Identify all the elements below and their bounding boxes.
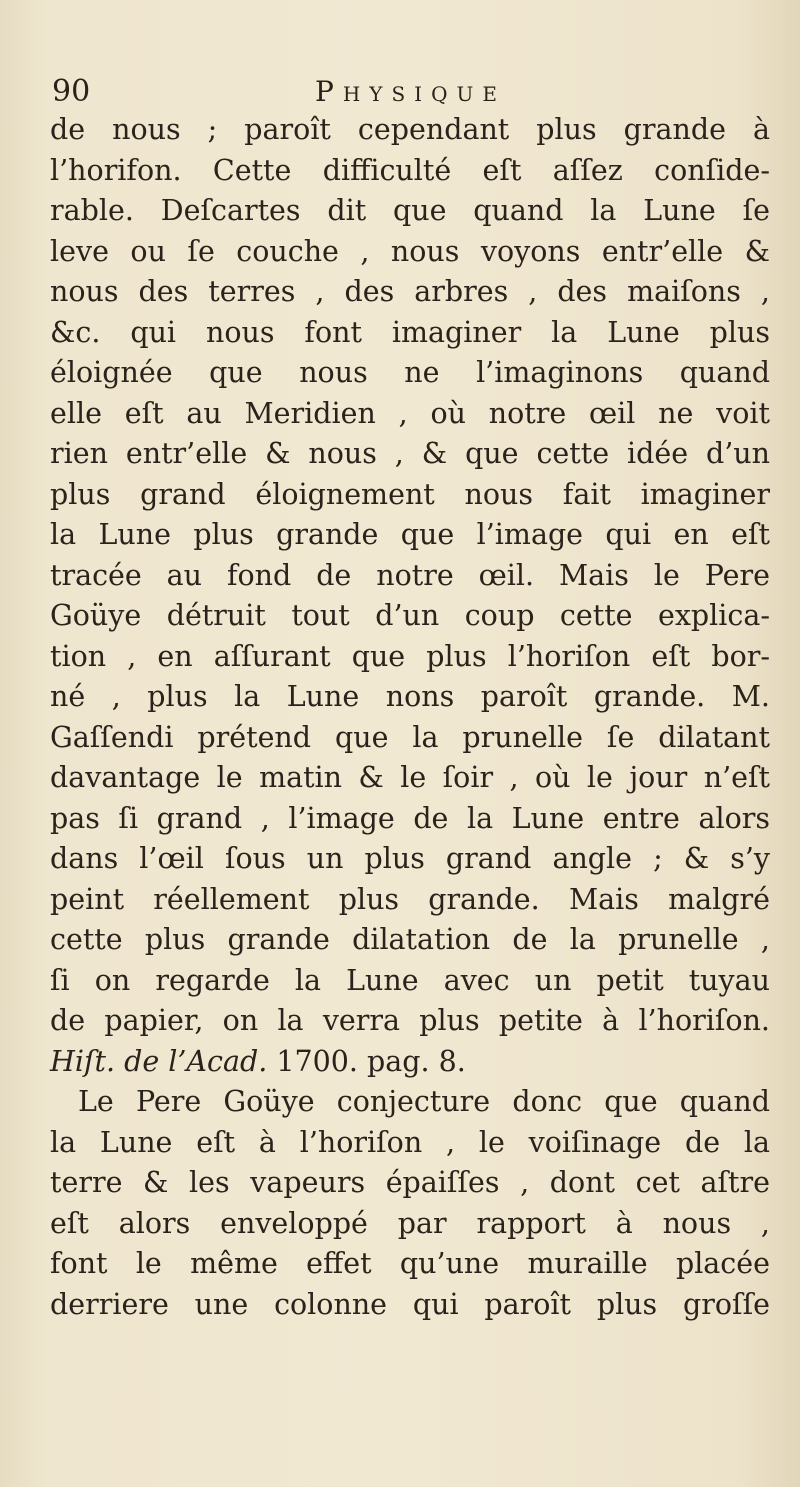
text-line: ſi on regarde la Lune avec un petit tuyau: [50, 963, 770, 997]
citation-source: Hiſt. de l’Acad.: [50, 1044, 268, 1078]
text-line: plus grand éloignement nous fait imaginer: [50, 477, 770, 511]
text-line: tion , en aſſurant que plus l’horiſon eſt bor-: [50, 639, 770, 673]
text-line: dans l’œil ſous un plus grand angle ; & s’y: [50, 842, 770, 875]
text-line: de papier, on la verra plus petite à l’horiſon.: [50, 1004, 770, 1037]
text-line: derriere une colonne qui paroît plus groſſe: [50, 1287, 770, 1321]
citation-reference: 1700. pag. 8.: [267, 1044, 466, 1078]
running-title: Physique: [315, 75, 506, 108]
text-line: davantage le matin & le ſoir , où le jour n’eſt: [50, 761, 770, 794]
text-line: nous des terres , des arbres , des maiſons ,: [50, 275, 770, 308]
text-line: éloignée que nous ne l’imaginons quand: [50, 356, 770, 389]
text-line: Gaſſendi prétend que la prunelle ſe dilatant: [50, 720, 770, 754]
text-line: de nous ; paroît cependant plus grande à: [50, 113, 770, 146]
page-header: [52, 72, 752, 112]
text-line: font le même effet qu’une muraille placée: [50, 1247, 770, 1280]
text-line: &c. qui nous font imaginer la Lune plus: [50, 315, 770, 349]
text-line: terre & les vapeurs épaiſſes , dont cet aſtre: [50, 1166, 770, 1199]
text-line: Le Pere Goüye conjecture donc que quand: [78, 1085, 770, 1118]
text-line: l’horifon. Cette difficulté eſt aſſez conſide-: [50, 153, 770, 187]
text-line: tracée au fond de notre œil. Mais le Pere: [50, 558, 770, 592]
text-line: pas ſi grand , l’image de la Lune entre alors: [50, 801, 770, 835]
text-line: la Lune plus grande que l’image qui en eſt: [50, 518, 770, 551]
text-line: elle eſt au Meridien , où notre œil ne voit: [50, 396, 770, 430]
text-line: leve ou ſe couche , nous voyons entr’elle &: [50, 234, 770, 268]
text-line: peint réellement plus grande. Mais malgré: [50, 882, 770, 916]
text-line: né , plus la Lune nons paroît grande. M.: [50, 680, 770, 713]
text-line: rien entr’elle & nous , & que cette idée d’un: [50, 437, 770, 470]
text-line: rable. Deſcartes dit que quand la Lune ſe: [50, 194, 770, 227]
text-line: cette plus grande dilatation de la prunelle ,: [50, 923, 770, 956]
text-line: eſt alors enveloppé par rapport à nous ,: [50, 1206, 770, 1240]
text-line: la Lune eſt à l’horiſon , le voiſinage de la: [50, 1125, 770, 1159]
page-number: 90: [52, 74, 91, 109]
text-line: Goüye détruit tout d’un coup cette explica-: [50, 599, 770, 632]
body-text: [50, 110, 770, 1325]
citation-line: [50, 1042, 770, 1083]
